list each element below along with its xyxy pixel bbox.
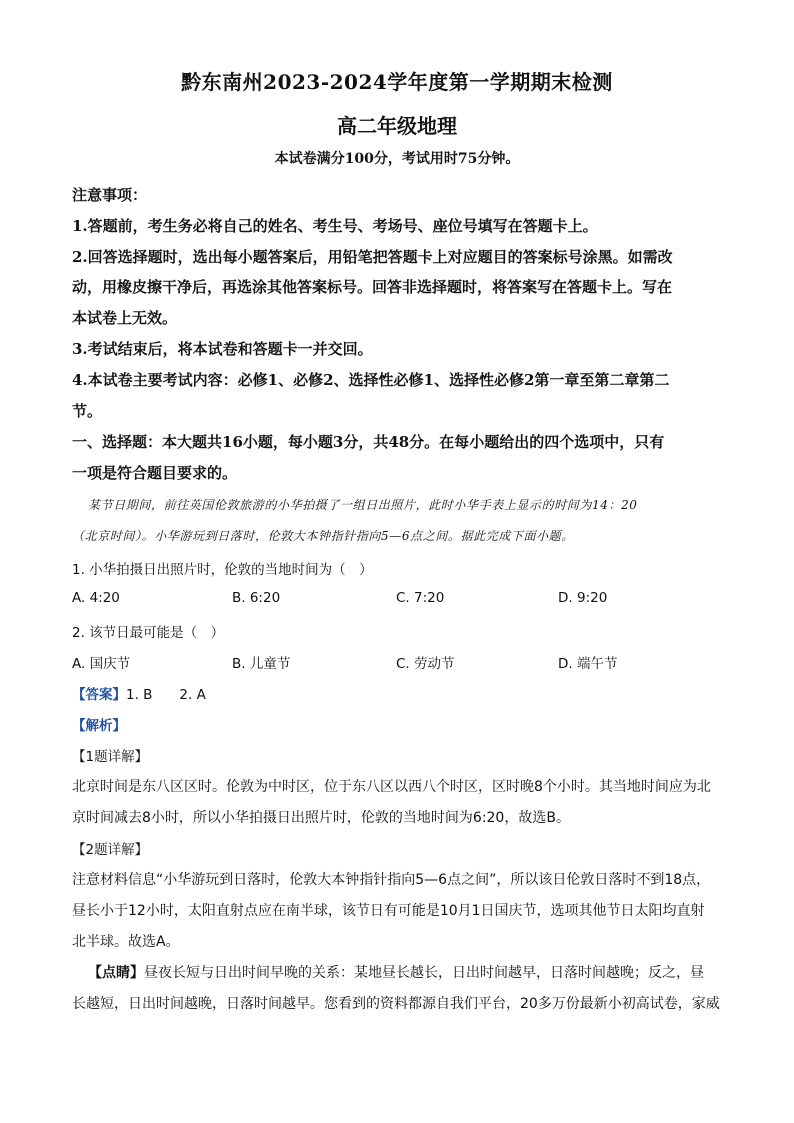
section-heading: 一项是符合题目要求的。	[72, 464, 238, 482]
detail-label: 【1题详解】	[72, 749, 149, 765]
material-text: （北京时间）。小华游玩到日落时，伦敦大本钟指针指向5—6点之间。据此完成下面小题。	[72, 529, 574, 543]
tip-label: 【点睛】	[88, 965, 144, 981]
question-option: B. 儿童节	[232, 656, 291, 672]
answer-values: 1. B 2. A	[126, 687, 206, 703]
question-option: C. 劳动节	[396, 656, 455, 672]
question-option: C. 7:20	[396, 590, 445, 606]
analysis-text: 北半球。故选A。	[72, 934, 180, 950]
section-heading: 一、选择题：本大题共16小题，每小题3分，共48分。在每小题给出的四个选项中，只有	[72, 433, 665, 451]
question-option: B. 6:20	[232, 590, 281, 606]
exam-info: 本试卷满分100分，考试用时75分钟。	[274, 151, 520, 167]
notice-item: 4.本试卷主要考试内容：必修1、必修2、选择性必修1、选择性必修2第一章至第二章第二	[72, 371, 670, 389]
notice-item: 1.答题前，考生务必将自己的姓名、考生号、考场号、座位号填写在答题卡上。	[72, 217, 598, 235]
notice-item: 节。	[72, 402, 103, 420]
notice-item: 本试卷上无效。	[72, 309, 178, 327]
question-option: A. 国庆节	[72, 656, 131, 672]
exam-subject: 高二年级地理	[337, 114, 457, 138]
material-text: 某节日期间，前往英国伦敦旅游的小华拍摄了一组日出照片，此时小华手表上显示的时间为14：20	[88, 498, 638, 512]
analysis-text: 昼长小于12小时，太阳直射点应在南半球，该节日有可能是10月1日国庆节，选项其他节日太阳均直射	[72, 903, 705, 919]
notice-item: 2.回答选择题时，选出每小题答案后，用铅笔把答题卡上对应题目的答案标号涂黑。如需改	[72, 248, 673, 266]
analysis-text: 北京时间是东八区区时。伦敦为中时区，位于东八区以西八个时区，区时晚8个小时。其当地时间应为北	[72, 779, 711, 795]
tip-line	[88, 962, 704, 982]
answer-line	[72, 683, 206, 703]
question-option: D. 端午节	[558, 656, 618, 672]
notice-item: 动，用橡皮擦干净后，再选涂其他答案标号。回答非选择题时，将答案写在答题卡上。写在	[72, 278, 673, 296]
detail-label: 【2题详解】	[72, 842, 149, 858]
question-option: A. 4:20	[72, 590, 120, 606]
tip-text: 长越短，日出时间越晚，日落时间越早。您看到的资料都源自我们平台，20多万份最新小初高试卷，家威	[72, 996, 720, 1012]
notice-heading: 注意事项：	[72, 186, 148, 204]
question-stem: 2. 该节日最可能是（ ）	[72, 625, 225, 641]
answer-label: 【答案】	[72, 687, 126, 703]
analysis-label: 【解析】	[72, 718, 126, 734]
tip-text: 昼夜长短与日出时间早晚的关系：某地昼长越长，日出时间越早，日落时间越晚；反之，昼	[144, 965, 704, 981]
question-stem: 1. 小华拍摄日出照片时，伦敦的当地时间为（ ）	[72, 562, 373, 578]
analysis-text: 注意材料信息“小华游玩到日落时，伦敦大本钟指针指向5—6点之间”，所以该日伦敦日落时不到18点，	[72, 872, 711, 888]
question-option: D. 9:20	[558, 590, 608, 606]
notice-item: 3.考试结束后，将本试卷和答题卡一并交回。	[72, 340, 373, 358]
analysis-text: 京时间减去8小时，所以小华拍摄日出照片时，伦敦的当地时间为6:20，故选B。	[72, 810, 570, 826]
exam-title: 黔东南州2023-2024学年度第一学期期末检测	[181, 70, 613, 94]
